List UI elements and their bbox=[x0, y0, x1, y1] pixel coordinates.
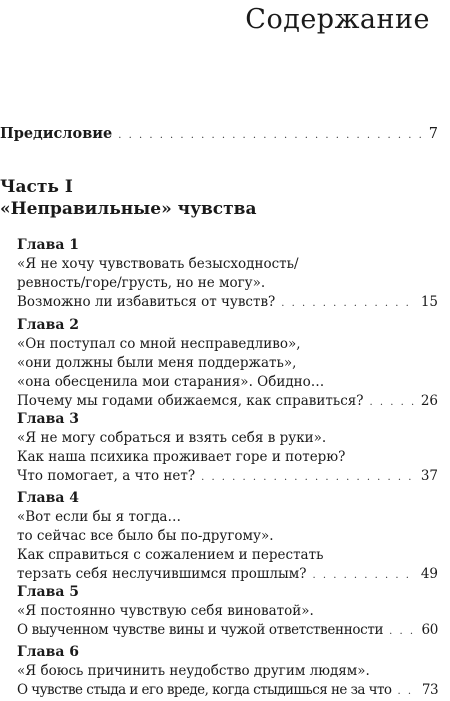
toc-entry-chapter-5[interactable] bbox=[17, 583, 438, 641]
part-subtitle: «Неправильные» чувства bbox=[0, 199, 257, 219]
page-number: 49 bbox=[420, 566, 438, 582]
chapter-line: то сейчас все было бы по-другому». bbox=[17, 528, 274, 544]
page-number: 15 bbox=[420, 294, 438, 310]
chapter-line: «Вот если бы я тогда… bbox=[17, 509, 181, 525]
page-number: 37 bbox=[420, 468, 438, 484]
chapter-line: «Я постоянно чувствую себя виноватой». bbox=[17, 603, 314, 619]
toc-entry-chapter-6[interactable] bbox=[17, 643, 438, 701]
chapter-label: Глава 1 bbox=[17, 237, 80, 253]
dot-leader bbox=[398, 682, 417, 701]
dot-leader bbox=[118, 126, 424, 145]
toc-entry-preface[interactable] bbox=[0, 124, 438, 145]
part-label: Часть I bbox=[0, 177, 73, 197]
chapter-line: Почему мы годами обижаемся, как справиться? bbox=[17, 393, 364, 409]
page-title: Содержание bbox=[245, 4, 430, 35]
chapter-line: О чувстве стыда и его вреде, когда стыдишься не за что bbox=[17, 682, 392, 698]
page-number: 73 bbox=[421, 682, 438, 698]
preface-label: Предисловие bbox=[0, 125, 113, 142]
chapter-line: О выученном чувстве вины и чужой ответственности bbox=[17, 622, 384, 638]
chapter-line: «Я боюсь причинить неудобство другим людям». bbox=[17, 663, 370, 679]
page-number: 26 bbox=[420, 393, 438, 409]
chapter-label: Глава 2 bbox=[17, 317, 80, 333]
chapter-line: «Я не хочу чувствовать безысходность/ bbox=[17, 256, 299, 272]
chapter-line: «Я не могу собраться и взять себя в руки». bbox=[17, 430, 327, 446]
chapter-line: «Он поступал со мной несправедливо», bbox=[17, 336, 301, 352]
page-number: 60 bbox=[421, 622, 438, 638]
chapter-line: Возможно ли избавиться от чувств? bbox=[17, 294, 276, 310]
chapter-label: Глава 3 bbox=[17, 411, 80, 427]
chapter-line: Как справиться с сожалением и перестать bbox=[17, 547, 324, 563]
chapter-line: ревность/горе/грусть, но не могу». bbox=[17, 275, 266, 291]
dot-leader bbox=[201, 468, 416, 487]
toc-entry-chapter-4[interactable] bbox=[17, 489, 438, 585]
toc-entry-chapter-2[interactable] bbox=[17, 316, 438, 412]
page-number: 7 bbox=[428, 126, 438, 142]
chapter-label: Глава 5 bbox=[17, 584, 80, 600]
chapter-line: Как наша психика проживает горе и потерю? bbox=[17, 449, 346, 465]
chapter-line: терзать себя неслучившимся прошлым? bbox=[17, 566, 307, 582]
chapter-label: Глава 6 bbox=[17, 644, 80, 660]
dot-leader bbox=[281, 294, 416, 313]
dot-leader bbox=[389, 622, 416, 641]
toc-entry-chapter-1[interactable] bbox=[17, 236, 438, 313]
chapter-line: «они должны были меня поддержать», bbox=[17, 355, 297, 371]
chapter-line: Что помогает, а что нет? bbox=[17, 468, 196, 484]
chapter-line: «она обесценила мои старания». Обидно… bbox=[17, 374, 325, 390]
part-heading bbox=[0, 176, 257, 220]
chapter-label: Глава 4 bbox=[17, 490, 80, 506]
toc-entry-chapter-3[interactable] bbox=[17, 410, 438, 487]
